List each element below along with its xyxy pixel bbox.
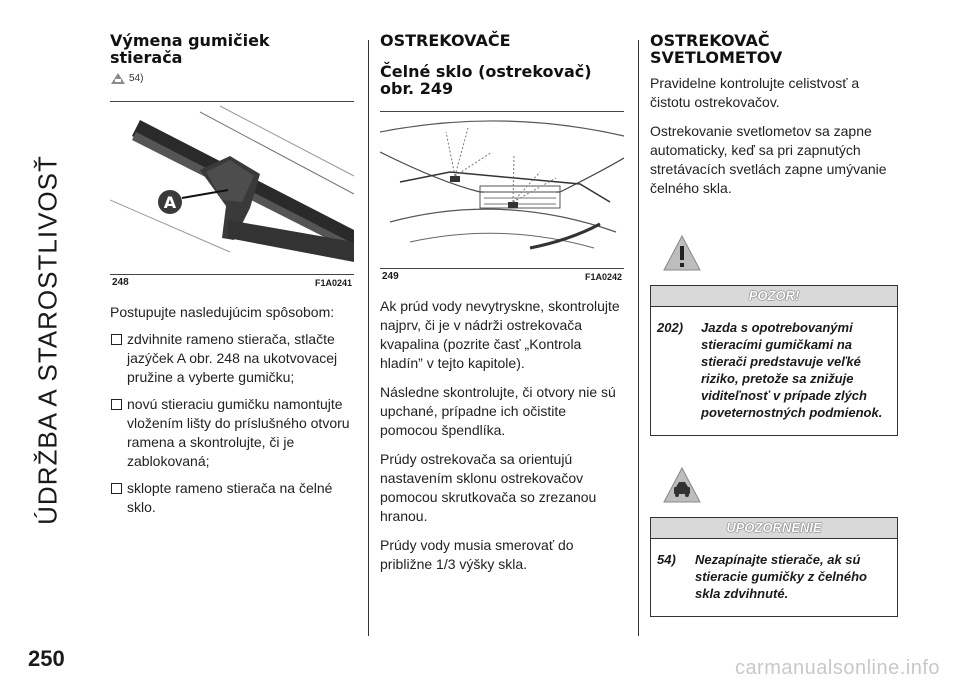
list-item-text: novú stieraciu gumičku namontujte vložením lišty do príslušného otvoru ramena a skontrolujte, či je zablokovaná;	[127, 396, 350, 469]
column-headlight-washers	[650, 32, 898, 617]
checkbox-bullet-icon	[111, 483, 122, 494]
section-heading-wiper-blades	[110, 32, 354, 66]
paragraph: Prúdy ostrekovača sa orientujú nastavením sklonu ostrekovačov pomocou skrutkovača so zrezanou hranou.	[380, 451, 597, 524]
figure-248	[110, 101, 354, 288]
notice-title: UPOZORNENIE	[650, 517, 898, 539]
figure-code: F1A0242	[584, 272, 622, 282]
car-notice-icon	[662, 466, 702, 504]
windscreen-washer-illustration	[380, 112, 624, 268]
column-divider-2	[638, 40, 639, 636]
notice-number: 54)	[657, 552, 676, 567]
car-warning-icon	[110, 72, 126, 85]
paragraph: Pravidelne kontrolujte celistvosť a čistotu ostrekovačov.	[650, 75, 860, 110]
steps-list	[110, 330, 354, 517]
list-item	[110, 395, 354, 471]
column-washers	[380, 32, 624, 574]
danger-icon-wrap	[650, 234, 898, 277]
checkbox-bullet-icon	[111, 399, 122, 410]
chapter-side-title: ÚDRŽBA A STAROSTLIVOSŤ	[32, 155, 63, 525]
warning-box	[650, 307, 898, 436]
list-item-text: zdvihnite rameno stierača, stlačte jazýček A obr. 248 na ukotvovacej pružine a vyberte gumičku;	[127, 331, 338, 385]
warning-text: Jazda s opotrebovanými stieracími gumičkami na stierači predstavuje veľké riziko, pretože sa znižuje viditeľnosť v prípade zlých poveternostných podmienok.	[701, 320, 883, 420]
reference-note-number: 54)	[129, 73, 144, 84]
notice-icon-wrap	[650, 466, 898, 509]
subsection-heading-windscreen	[380, 63, 624, 97]
heading-line: OSTREKOVAČ	[650, 31, 770, 50]
heading-line: SVETLOMETOV	[650, 48, 783, 67]
wiper-blade-illustration	[110, 102, 354, 274]
watermark: carmanualsonline.info	[734, 657, 940, 679]
notice-text: Nezapínajte stierače, ak sú stieracie gumičky z čelného skla zdvihnuté.	[695, 552, 867, 601]
warning-number: 202)	[657, 320, 684, 335]
figure-number: 248	[112, 277, 129, 288]
list-item	[110, 479, 354, 517]
figure-number: 249	[382, 271, 399, 282]
section-heading-washers: OSTREKOVAČE	[380, 31, 511, 50]
list-item-text: sklopte rameno stierača na čelné sklo.	[127, 480, 333, 515]
reference-note	[110, 72, 354, 85]
paragraph: Ostrekovanie svetlometov sa zapne automaticky, keď sa pri zapnutých stretávacích svetlách zapne umývanie čelného skla.	[650, 123, 887, 196]
paragraph: Prúdy vody musia smerovať do približne 1/3 výšky skla.	[380, 537, 574, 572]
heading-line: obr. 249	[380, 79, 454, 98]
heading-line: stierača	[110, 48, 183, 67]
page-number: 250	[28, 646, 65, 671]
notice-box	[650, 539, 898, 617]
heading-line: Výmena gumičiek	[110, 31, 270, 50]
list-item	[110, 330, 354, 387]
section-heading-headlight-washers	[650, 32, 898, 66]
column-divider-1	[368, 40, 369, 636]
paragraph: Ak prúd vody nevytryskne, skontrolujte najprv, či je v nádrži ostrekovača kvapalina (pozrite časť „Kontrola hladín” v tejto kapitole).	[380, 298, 620, 371]
heading-line: Čelné sklo (ostrekovač)	[380, 62, 592, 81]
column-wiper-blades	[110, 32, 354, 525]
warning-title: POZOR!	[650, 285, 898, 307]
figure-249	[380, 111, 624, 282]
checkbox-bullet-icon	[111, 334, 122, 345]
intro-text: Postupujte nasledujúcim spôsobom:	[110, 304, 335, 320]
label-a: A	[163, 193, 177, 212]
paragraph: Následne skontrolujte, či otvory nie sú upchané, prípadne ich očistite pomocou špendlíka.	[380, 384, 616, 438]
figure-code: F1A0241	[314, 278, 352, 288]
exclamation-warning-icon	[662, 234, 702, 272]
